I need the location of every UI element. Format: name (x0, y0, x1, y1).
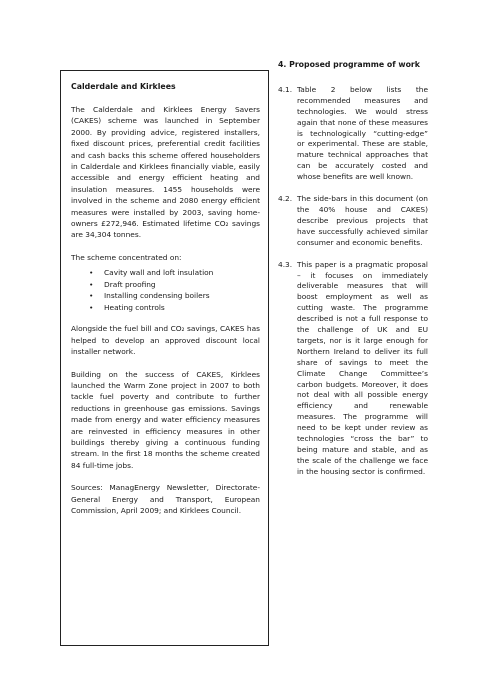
sidebar-sources: Sources: ManagEnergy Newsletter, Directorate-General Energy and Transport, European Commission, April 2009; and Kirklees Council. (71, 483, 260, 515)
paragraph-text: Table 2 below lists the recommended measures and technologies. We would stress again that none of these measures is technologically “cutting-edge” or experimental. These are stable, mature technical approaches that can be accurately costed and whose benefits are well known. (297, 84, 428, 182)
main-column (278, 60, 428, 489)
list-item: • Installing condensing boilers (89, 291, 210, 301)
sidebar-paragraph-network: Alongside the fuel bill and CO₂ savings, CAKES has helped to develop an approved discount local installer network. (71, 324, 260, 357)
paragraph-number: 4.1. (278, 84, 293, 94)
numbered-paragraph (278, 260, 428, 478)
bullet-icon: • (89, 268, 94, 278)
sidebar-paragraph-intro: The Calderdale and Kirklees Energy Savers (CAKES) scheme was launched in September 2000. By providing advice, registered installers, fixed discount prices, preferential credit facilities and cash backs this scheme offered householders in Calderdale and Kirklees financially viable, easily accessible and energy efficient heating and insulation measures. 1455 households were involved in the scheme and 2080 energy efficient measures were installed by 2003, saving home-owners £272,946. Estimated lifetime CO₂ savings are 34,304 tonnes. (71, 105, 260, 240)
bullet-icon: • (89, 279, 94, 289)
list-item: • Heating controls (89, 302, 165, 312)
numbered-paragraph (278, 85, 428, 183)
paragraph-number: 4.3. (278, 259, 293, 269)
bullet-icon: • (89, 302, 94, 312)
paragraph-number: 4.2. (278, 194, 293, 204)
bullet-icon: • (89, 291, 94, 301)
list-item: • Cavity wall and loft insulation (89, 268, 214, 278)
numbered-paragraph (278, 194, 428, 249)
sidebar-paragraph-warm-zone: Building on the success of CAKES, Kirklees launched the Warm Zone project in 2007 to both tackle fuel poverty and contribute to further reductions in greenhouse gas emissions. Savings made from energy and water efficiency measures are reinvested in efficiency measures in other buildings thereby giving a continuous funding stream. In the first 18 months the scheme created 84 full-time jobs. (71, 369, 260, 470)
section-heading: 4. Proposed programme of work (278, 60, 420, 69)
sidebar-bullet-list (89, 267, 260, 313)
list-item: • Draft proofing (89, 279, 156, 289)
paragraph-text: The side-bars in this document (on the 40% house and CAKES) describe previous projects that have successfully achieved similar consumer and economic benefits. (297, 194, 428, 247)
paragraph-text: This paper is a pragmatic proposal – it focuses on immediately deliverable measures that will boost employment as well as cutting waste. The programme described is not a full response to the challenge of UK and EU targets, nor is it large enough for Northern Ireland to deliver its full share of savings to meet the Climate Change Committee’s carbon budgets. Moreover, it does not deal with all possible energy efficiency and renewable measures. The programme will need to be kept under review as technologies “cross the bar” to being mature and stable, and as the scale of the challenge we face in the housing sector is confirmed. (297, 259, 428, 476)
sidebar-title: Calderdale and Kirklees (71, 82, 176, 91)
case-study-sidebar (60, 70, 269, 646)
sidebar-paragraph-list-lead: The scheme concentrated on: (71, 252, 182, 262)
